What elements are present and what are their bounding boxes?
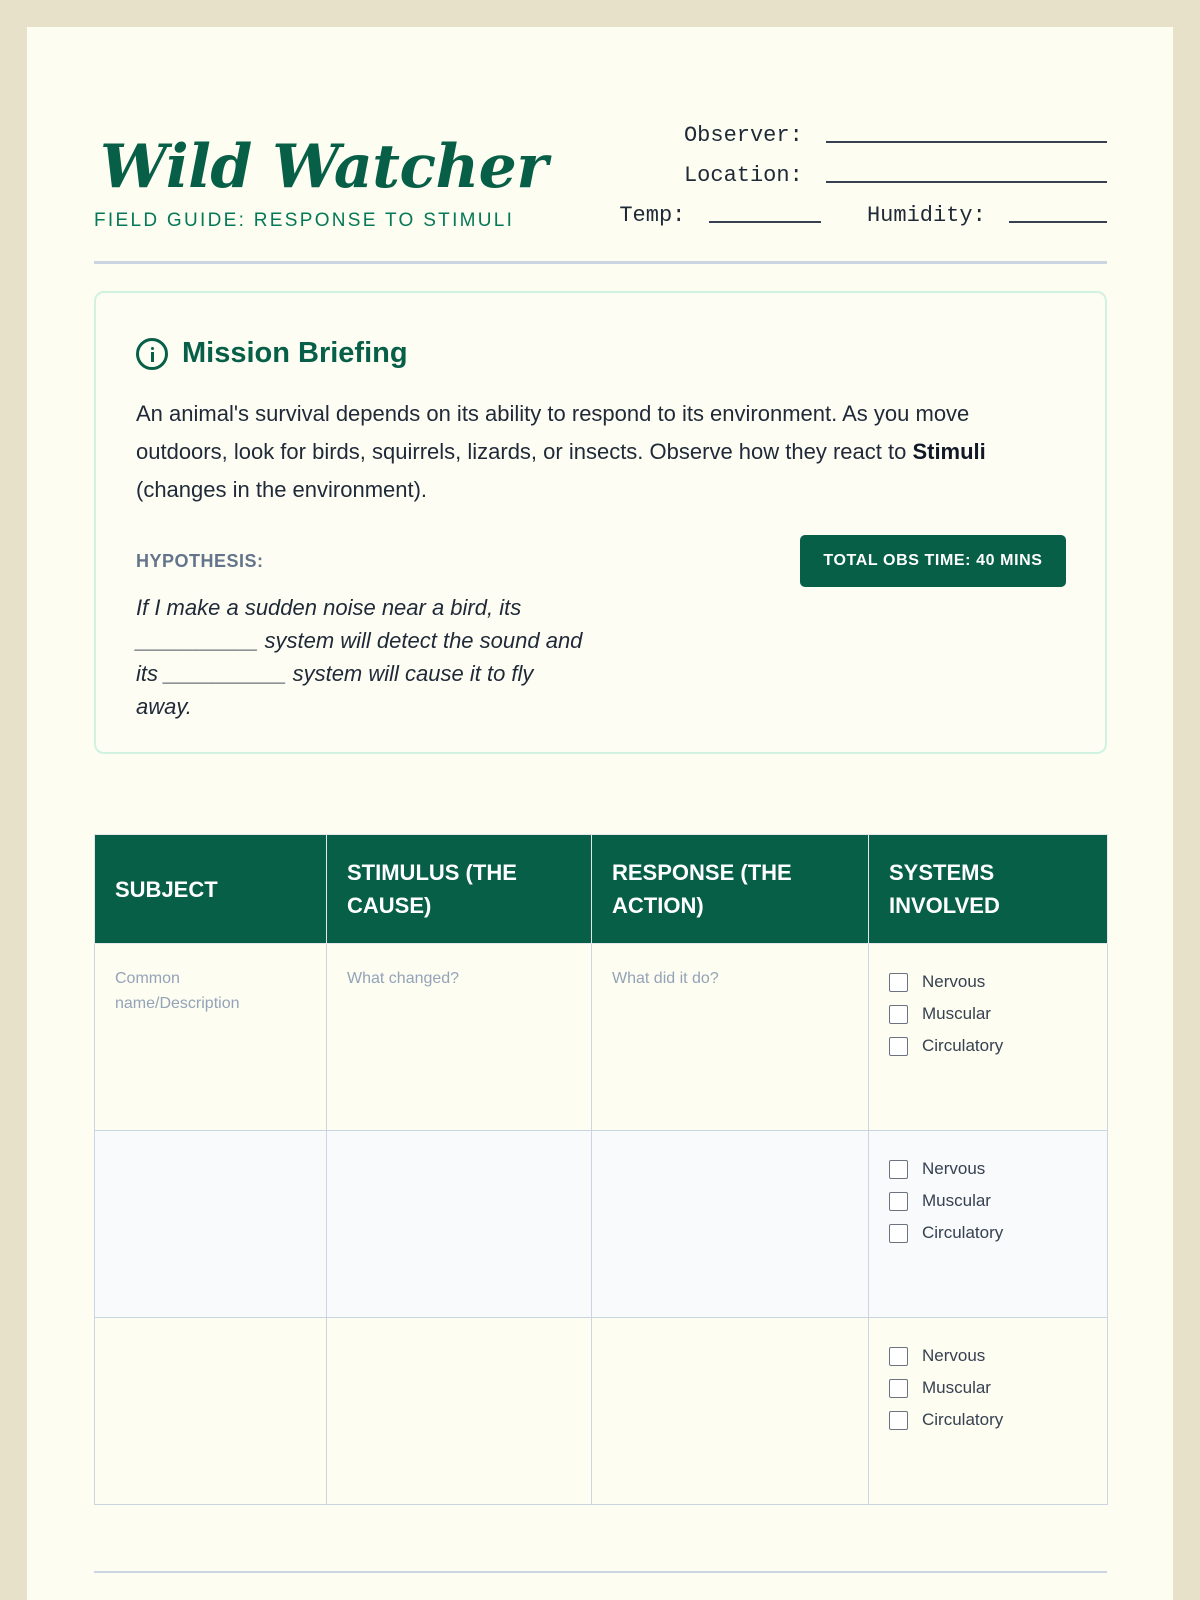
checkbox[interactable] [889, 1347, 908, 1366]
checkbox[interactable] [889, 1224, 908, 1243]
system-label: Nervous [922, 972, 986, 991]
briefing-text [136, 395, 1061, 509]
checkbox[interactable] [889, 1192, 908, 1211]
checkbox[interactable] [889, 1037, 908, 1056]
temp-field[interactable] [709, 201, 821, 223]
worksheet-page [27, 27, 1173, 1600]
observation-meta [619, 121, 1107, 241]
subject-placeholder: Common name/Description [115, 970, 240, 1012]
checkbox[interactable] [889, 1160, 908, 1179]
system-label: Circulatory [922, 1223, 1004, 1242]
system-label: Nervous [922, 1159, 986, 1178]
humidity-label: Humidity: [866, 203, 986, 228]
table-row [95, 944, 1108, 1131]
humidity-field[interactable] [1009, 201, 1107, 223]
subject-cell[interactable] [95, 944, 327, 1131]
location-field[interactable] [826, 161, 1107, 183]
systems-cell [869, 1318, 1108, 1505]
stimulus-cell[interactable] [327, 944, 592, 1131]
system-option-nervous[interactable] [889, 966, 1087, 998]
checkbox[interactable] [889, 1379, 908, 1398]
footer-divider [94, 1571, 1107, 1573]
col-header-systems: SYSTEMS INVOLVED [869, 835, 1108, 944]
response-cell[interactable] [592, 944, 869, 1131]
observer-row [619, 121, 1107, 161]
systems-cell [869, 1131, 1108, 1318]
briefing-term-stimuli: Stimuli [912, 439, 986, 464]
system-option-nervous[interactable] [889, 1153, 1087, 1185]
system-label: Muscular [922, 1378, 991, 1397]
response-placeholder: What did it do? [612, 970, 719, 987]
response-cell[interactable] [592, 1131, 869, 1318]
conditions-row [619, 201, 1107, 241]
system-option-muscular[interactable] [889, 1185, 1087, 1217]
hypothesis-label: HYPOTHESIS: [136, 551, 264, 571]
page-header [94, 91, 1107, 264]
system-label: Muscular [922, 1004, 991, 1023]
briefing-text-intro: An animal's survival depends on its ability to respond to its environment. As you move outdoors, look for birds, squirrels, lizards, or insects. Observe how they react to [136, 401, 970, 464]
system-option-circulatory[interactable] [889, 1030, 1087, 1062]
hypothesis-text: If I make a sudden noise near a bird, its __________ system will detect the sound and its __________ system will cause it to fly away. [136, 595, 583, 719]
location-label: Location: [683, 163, 803, 188]
system-option-nervous[interactable] [889, 1340, 1087, 1372]
col-header-response: RESPONSE (THE ACTION) [592, 835, 869, 944]
col-header-subject: SUBJECT [95, 835, 327, 944]
checkbox[interactable] [889, 973, 908, 992]
location-row [619, 161, 1107, 201]
system-label: Circulatory [922, 1036, 1004, 1055]
systems-checklist [889, 966, 1087, 1062]
systems-checklist [889, 1340, 1087, 1436]
stimulus-placeholder: What changed? [347, 970, 460, 987]
system-option-muscular[interactable] [889, 1372, 1087, 1404]
system-option-circulatory[interactable] [889, 1404, 1087, 1436]
observer-label: Observer: [683, 123, 803, 148]
system-label: Muscular [922, 1191, 991, 1210]
table-header-row [95, 835, 1108, 944]
systems-checklist [889, 1153, 1087, 1249]
system-option-muscular[interactable] [889, 998, 1087, 1030]
system-label: Nervous [922, 1346, 986, 1365]
table-row [95, 1318, 1108, 1505]
response-cell[interactable] [592, 1318, 869, 1505]
subject-cell[interactable] [95, 1318, 327, 1505]
briefing-title: Mission Briefing [182, 337, 408, 369]
briefing-heading [136, 337, 408, 370]
observation-table [94, 834, 1108, 1505]
checkbox[interactable] [889, 1005, 908, 1024]
observer-field[interactable] [826, 121, 1107, 143]
page-subtitle: FIELD GUIDE: RESPONSE TO STIMULI [94, 210, 515, 231]
col-header-stimulus: STIMULUS (THE CAUSE) [327, 835, 592, 944]
temp-label: Temp: [619, 203, 686, 228]
subject-cell[interactable] [95, 1131, 327, 1318]
systems-cell [869, 944, 1108, 1131]
briefing-text-outro: (changes in the environment). [136, 477, 428, 502]
table-row [95, 1131, 1108, 1318]
checkbox[interactable] [889, 1411, 908, 1430]
info-icon [136, 338, 168, 370]
mission-briefing-card [94, 291, 1107, 754]
stimulus-cell[interactable] [327, 1131, 592, 1318]
system-label: Circulatory [922, 1410, 1004, 1429]
system-option-circulatory[interactable] [889, 1217, 1087, 1249]
stimulus-cell[interactable] [327, 1318, 592, 1505]
page-title: Wild Watcher [100, 132, 548, 202]
obs-time-badge: TOTAL OBS TIME: 40 MINS [800, 535, 1066, 587]
